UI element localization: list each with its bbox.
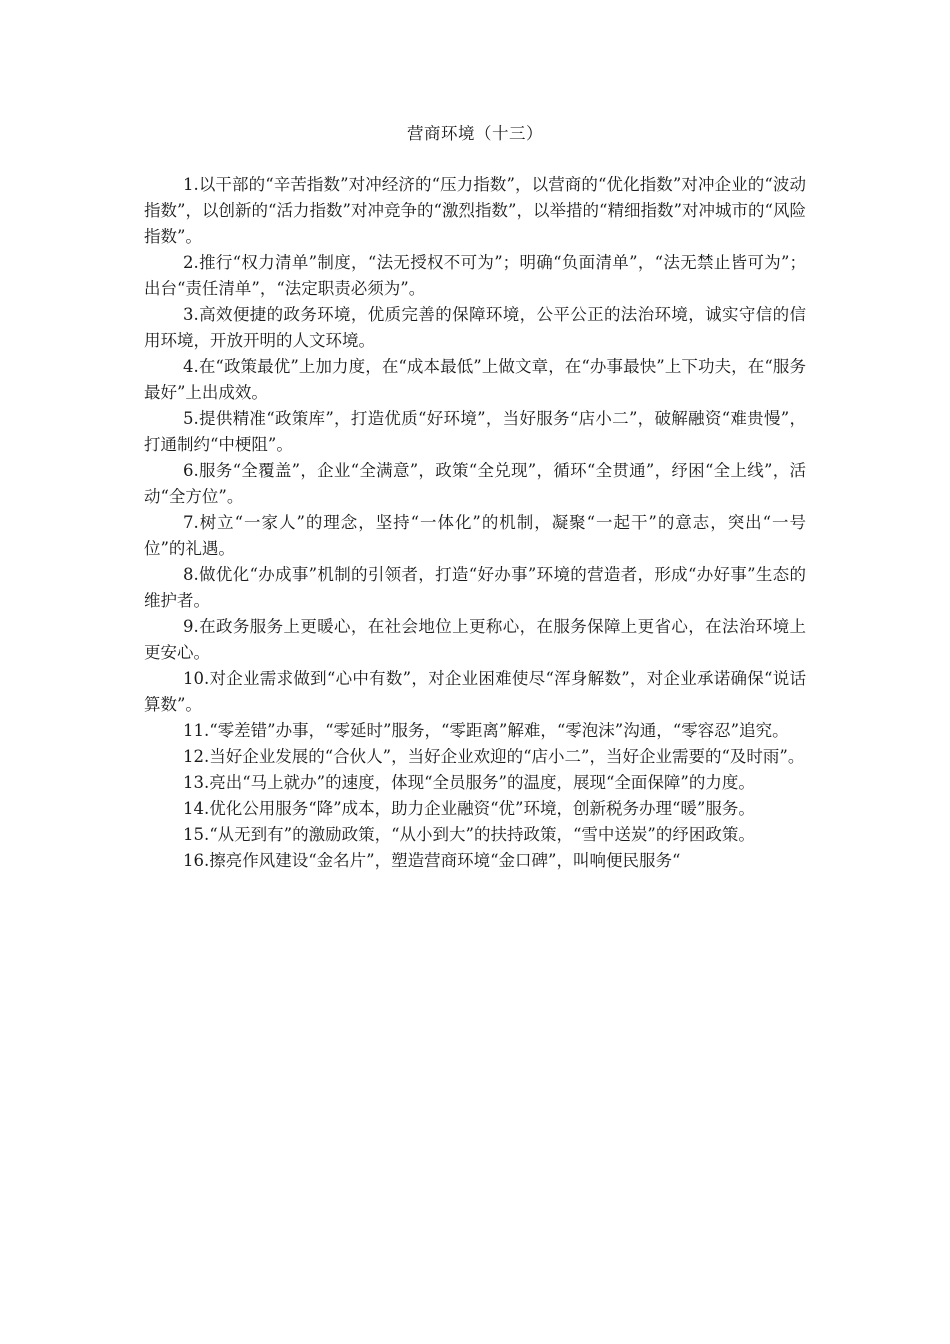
paragraph-9: 9.在政务服务上更暖心，在社会地位上更称心，在服务保障上更省心，在法治环境上更安心。 (144, 617, 806, 662)
paragraph-5: 5.提供精准“政策库”，打造优质“好环境”，当好服务“店小二”，破解融资“难贵慢”，打通制约“中梗阻”。 (144, 409, 806, 454)
paragraph-14: 14.优化公用服务“降”成本，助力企业融资“优”环境，创新税务办理“暖”服务。 (183, 799, 755, 818)
paragraph-1: 1.以干部的“辛苦指数”对冲经济的“压力指数”，以营商的“优化指数”对冲企业的“波动指数”，以创新的“活力指数”对冲竞争的“激烈指数”，以举措的“精细指数”对冲城市的“风险指数”。 (144, 175, 806, 246)
document-title: 营商环境（十三） (407, 124, 543, 143)
paragraph-7: 7.树立“一家人”的理念，坚持“一体化”的机制，凝聚“一起干”的意志，突出“一号位”的礼遇。 (144, 513, 806, 558)
paragraph-10: 10.对企业需求做到“心中有数”，对企业困难使尽“浑身解数”，对企业承诺确保“说话算数”。 (144, 669, 806, 714)
paragraph-16: 16.擦亮作风建设“金名片”，塑造营商环境“金口碑”，叫响便民服务“ (183, 851, 681, 870)
paragraph-15: 15.“从无到有”的激励政策，“从小到大”的扶持政策，“雪中送炭”的纾困政策。 (183, 825, 755, 844)
document-body (144, 172, 806, 874)
paragraph-13: 13.亮出“马上就办”的速度，体现“全员服务”的温度，展现“全面保障”的力度。 (183, 773, 755, 792)
paragraph-4: 4.在“政策最优”上加力度，在“成本最低”上做文章，在“办事最快”上下功夫，在“服务最好”上出成效。 (144, 357, 806, 402)
paragraph-6: 6.服务“全覆盖”，企业“全满意”，政策“全兑现”，循环“全贯通”，纾困“全上线”，活动“全方位”。 (144, 461, 806, 506)
paragraph-3: 3.高效便捷的政务环境，优质完善的保障环境，公平公正的法治环境，诚实守信的信用环境，开放开明的人文环境。 (144, 305, 806, 350)
paragraph-12: 12.当好企业发展的“合伙人”，当好企业欢迎的“店小二”，当好企业需要的“及时雨”。 (183, 747, 805, 766)
paragraph-11: 11.“零差错”办事，“零延时”服务，“零距离”解难，“零泡沫”沟通，“零容忍”追究。 (183, 721, 789, 740)
paragraph-8: 8.做优化“办成事”机制的引领者，打造“好办事”环境的营造者，形成“办好事”生态的维护者。 (144, 565, 806, 610)
paragraph-2: 2.推行“权力清单”制度，“法无授权不可为”；明确“负面清单”，“法无禁止皆可为”；出台“责任清单”，“法定职责必须为”。 (144, 253, 806, 298)
